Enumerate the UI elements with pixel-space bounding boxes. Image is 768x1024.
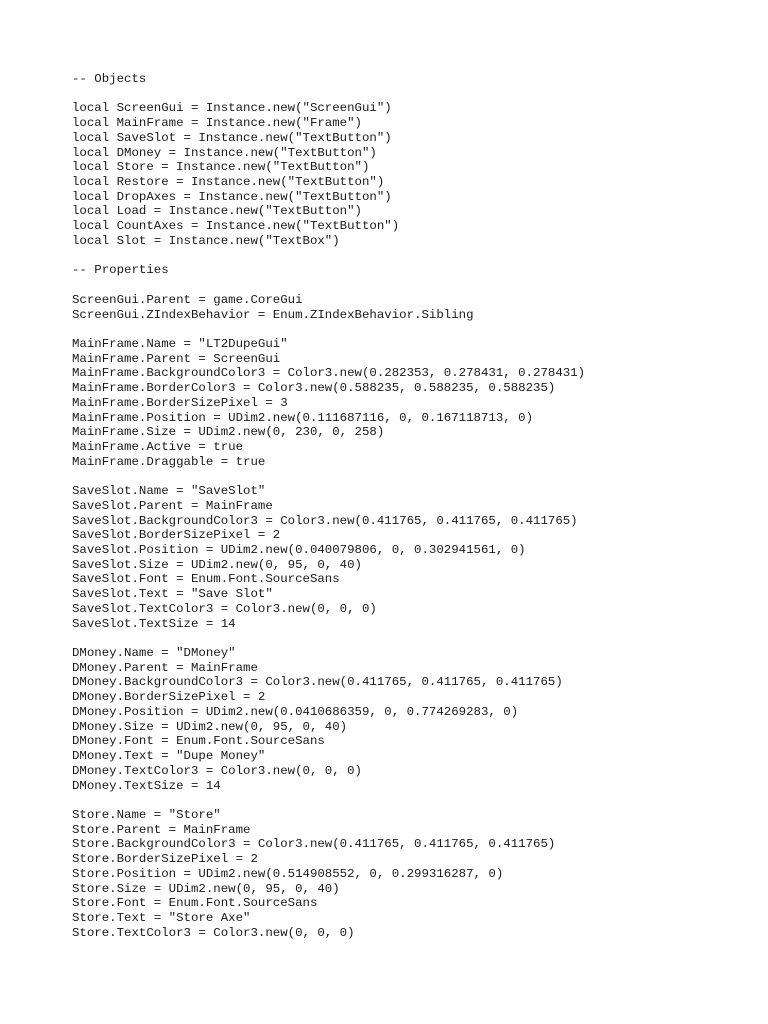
code-line: DMoney.Font = Enum.Font.SourceSans [72, 734, 325, 749]
code-line: MainFrame.Draggable = true [72, 454, 266, 469]
code-line: Store.Position = UDim2.new(0.514908552, 0, 0.299316287, 0) [72, 866, 504, 881]
code-line: MainFrame.BackgroundColor3 = Color3.new(0.282353, 0.278431, 0.278431) [72, 366, 586, 381]
blank-line [72, 469, 585, 484]
code-line: local DMoney = Instance.new("TextButton") [72, 145, 377, 160]
code-line: DMoney.Name = "DMoney" [72, 646, 236, 661]
code-line: DMoney.Parent = MainFrame [72, 660, 258, 675]
code-line: local Store = Instance.new("TextButton") [72, 160, 370, 175]
code-line: SaveSlot.TextSize = 14 [72, 616, 236, 631]
code-line: MainFrame.Name = "LT2DupeGui" [72, 336, 288, 351]
code-line: -- Objects [72, 72, 147, 86]
code-line: MainFrame.Size = UDim2.new(0, 230, 0, 258) [72, 425, 385, 440]
code-line: SaveSlot.Name = "SaveSlot" [72, 484, 266, 499]
code-line: local CountAxes = Instance.new("TextButton") [72, 219, 400, 234]
code-line: SaveSlot.Position = UDim2.new(0.040079806, 0, 0.302941561, 0) [72, 543, 526, 557]
code-line: ScreenGui.ZIndexBehavior = Enum.ZIndexBehavior.Sibling [72, 307, 474, 322]
code-line: MainFrame.Parent = ScreenGui [72, 351, 281, 366]
code-line: Store.Parent = MainFrame [72, 822, 251, 837]
code-line: Store.TextColor3 = Color3.new(0, 0, 0) [72, 925, 355, 940]
code-line: DMoney.TextSize = 14 [72, 778, 221, 793]
code-line: Store.Name = "Store" [72, 807, 221, 822]
code-listing [72, 72, 585, 940]
code-line: MainFrame.BorderColor3 = Color3.new(0.588235, 0.588235, 0.588235) [72, 381, 556, 396]
blank-line [72, 793, 585, 808]
blank-line [72, 322, 585, 337]
code-line: local MainFrame = Instance.new("Frame") [72, 116, 362, 131]
code-line: Store.Text = "Store Axe" [72, 910, 251, 925]
code-line: local Slot = Instance.new("TextBox") [72, 233, 340, 248]
code-line: SaveSlot.Text = "Save Slot" [72, 587, 273, 602]
code-line: MainFrame.Position = UDim2.new(0.111687116, 0, 0.167118713, 0) [72, 410, 534, 425]
code-line: DMoney.Text = "Dupe Money" [72, 749, 266, 764]
code-line: SaveSlot.Font = Enum.Font.SourceSans [72, 572, 340, 587]
blank-line [72, 278, 585, 293]
blank-line [72, 631, 585, 646]
code-line: ScreenGui.Parent = game.CoreGui [72, 292, 303, 307]
code-line: SaveSlot.Size = UDim2.new(0, 95, 0, 40) [72, 557, 362, 572]
code-line: local DropAxes = Instance.new("TextButton") [72, 189, 392, 204]
code-line: Store.BackgroundColor3 = Color3.new(0.411765, 0.411765, 0.411765) [72, 837, 556, 852]
blank-line [72, 87, 585, 102]
code-line: SaveSlot.TextColor3 = Color3.new(0, 0, 0) [72, 601, 377, 616]
code-line: Store.Font = Enum.Font.SourceSans [72, 896, 318, 911]
code-line: local Restore = Instance.new("TextButton") [72, 175, 385, 190]
code-line: local SaveSlot = Instance.new("TextButton") [72, 130, 392, 145]
code-line: SaveSlot.BorderSizePixel = 2 [72, 528, 281, 543]
code-line: Store.Size = UDim2.new(0, 95, 0, 40) [72, 881, 340, 896]
code-line: Store.BorderSizePixel = 2 [72, 852, 258, 867]
code-line: MainFrame.Active = true [72, 439, 244, 454]
code-line: MainFrame.BorderSizePixel = 3 [72, 395, 288, 410]
code-line: SaveSlot.BackgroundColor3 = Color3.new(0.411765, 0.411765, 0.411765) [72, 513, 578, 528]
code-line: -- Properties [72, 263, 169, 278]
code-line: local ScreenGui = Instance.new("ScreenGui") [72, 101, 392, 116]
code-line: SaveSlot.Parent = MainFrame [72, 498, 273, 513]
code-line: DMoney.BorderSizePixel = 2 [72, 690, 266, 705]
code-line: DMoney.BackgroundColor3 = Color3.new(0.411765, 0.411765, 0.411765) [72, 675, 563, 690]
code-line: DMoney.Size = UDim2.new(0, 95, 0, 40) [72, 719, 348, 734]
code-line: DMoney.Position = UDim2.new(0.0410686359, 0, 0.774269283, 0) [72, 704, 519, 719]
code-line: local Load = Instance.new("TextButton") [72, 204, 362, 219]
code-line: DMoney.TextColor3 = Color3.new(0, 0, 0) [72, 763, 362, 778]
blank-line [72, 249, 585, 264]
